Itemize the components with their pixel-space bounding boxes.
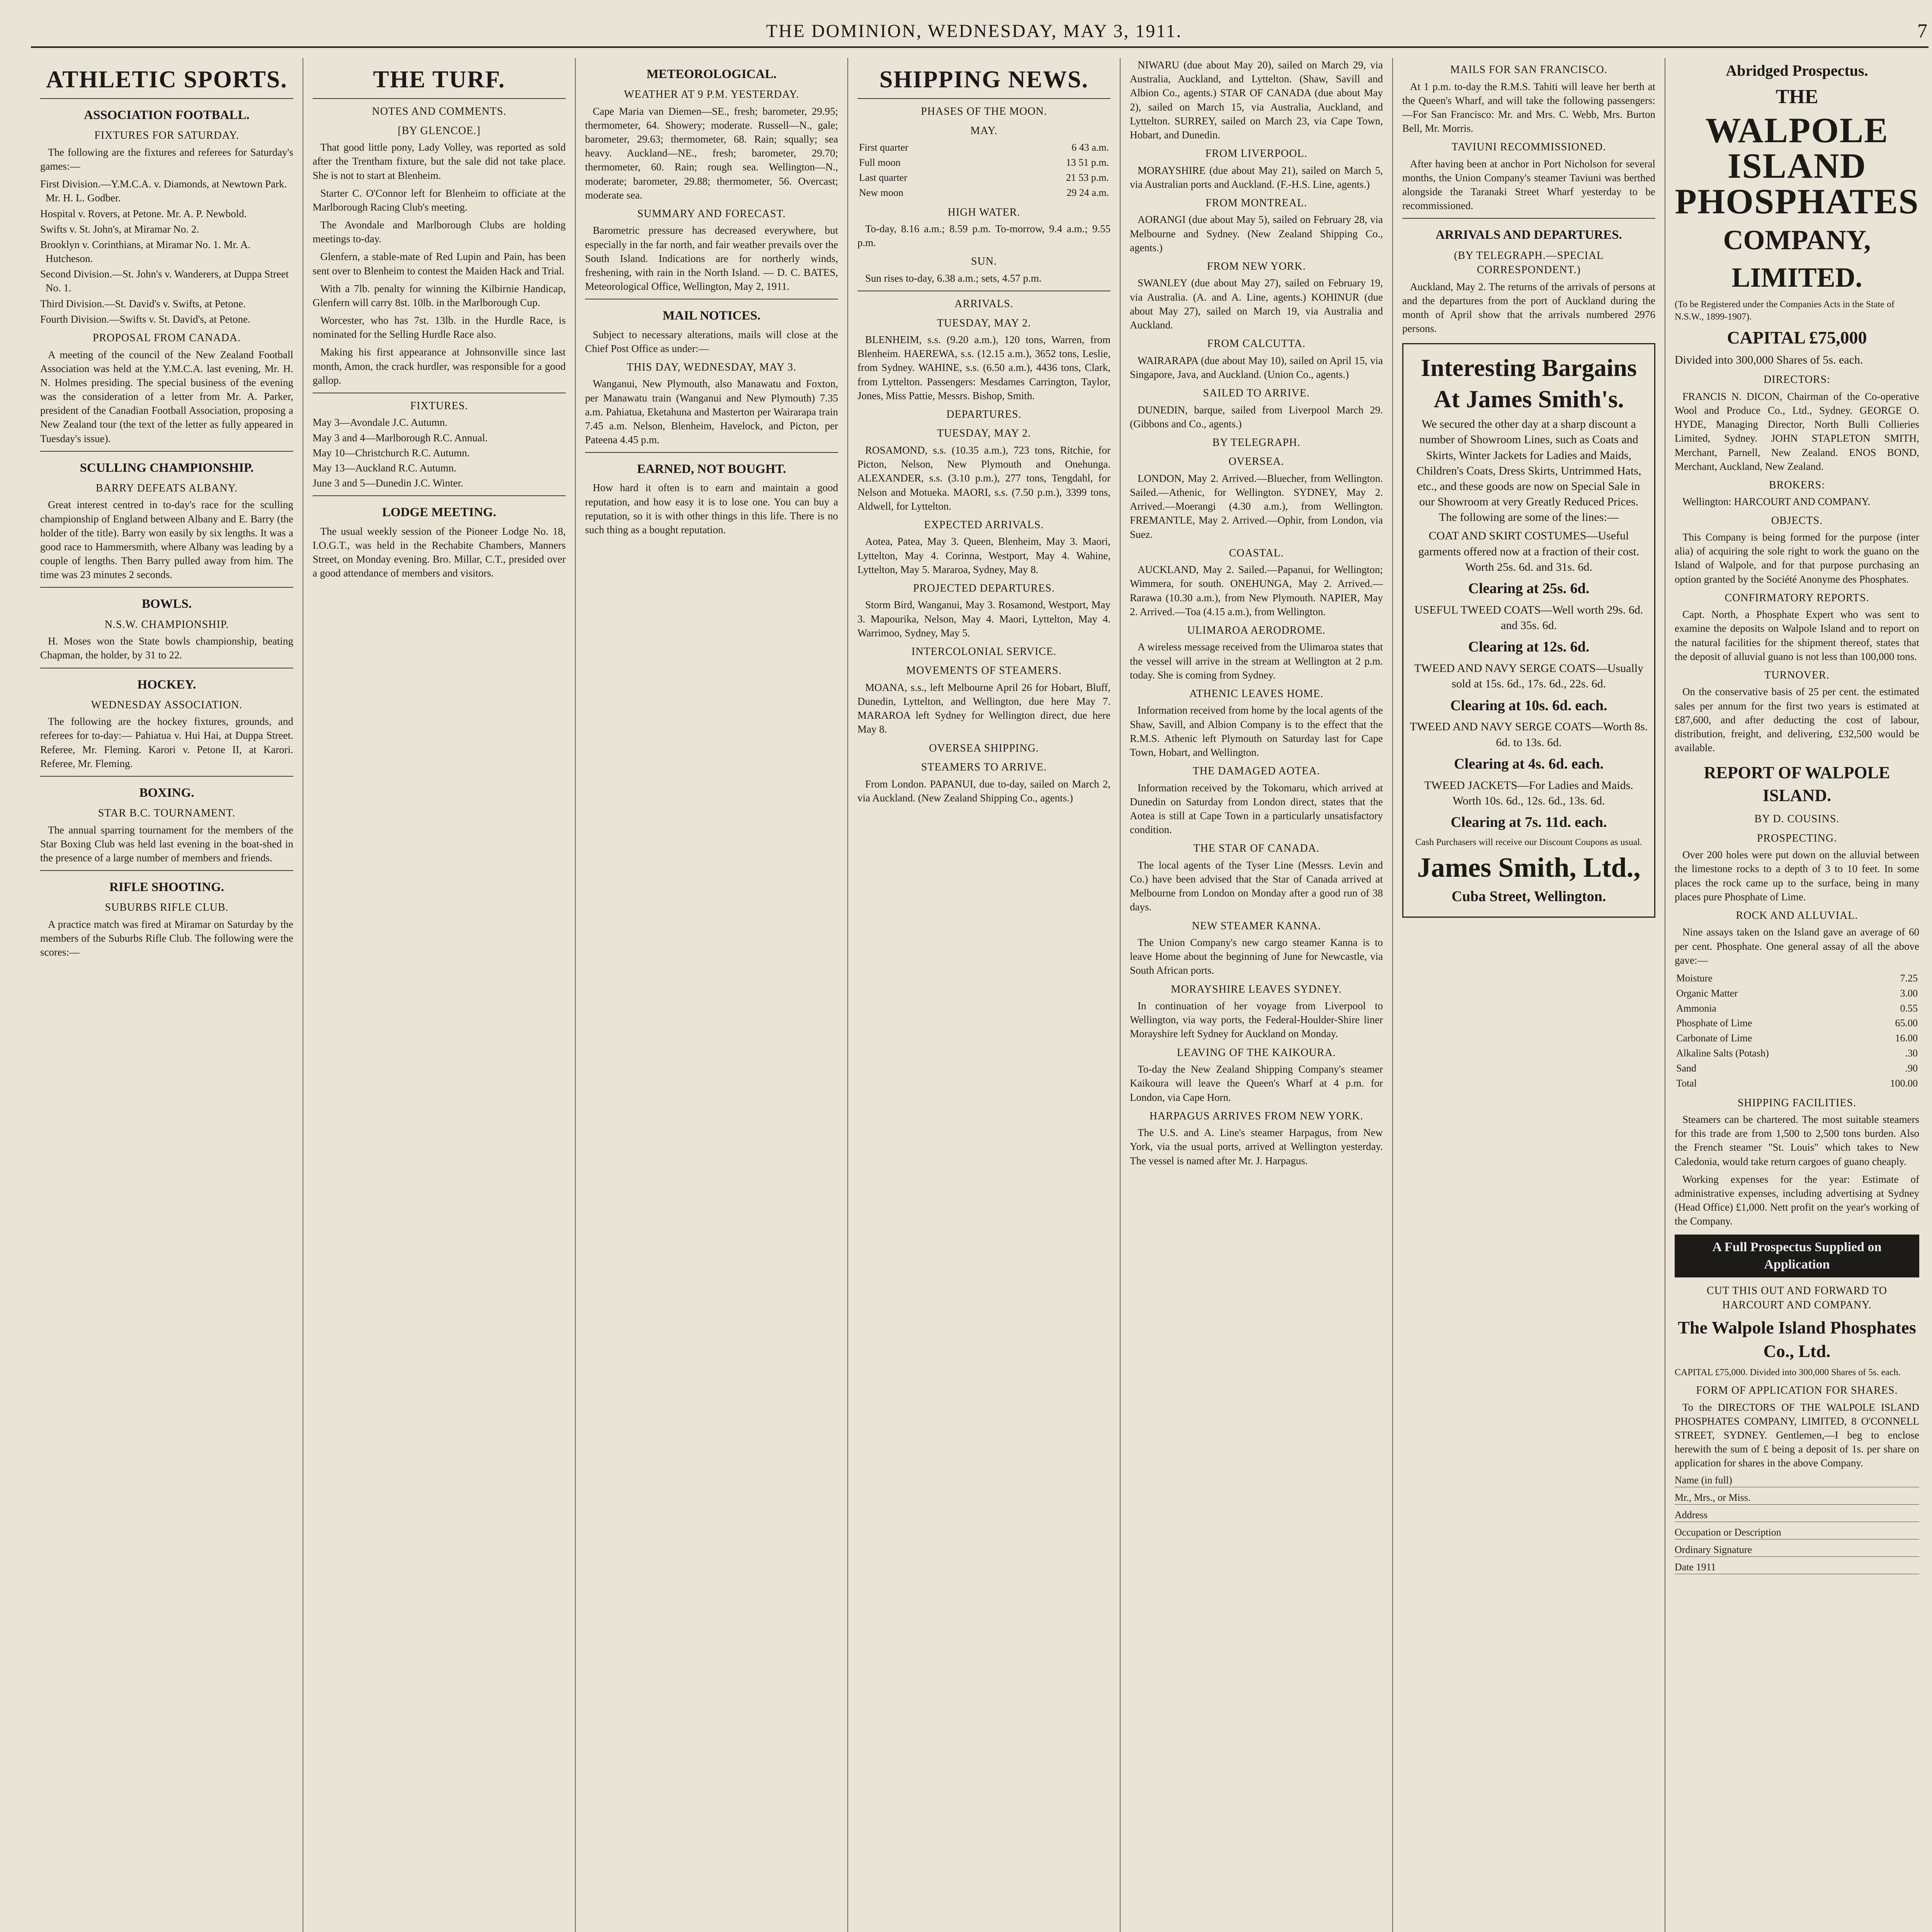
advert-address: Cuba Street, Wellington.	[1451, 888, 1606, 905]
advert-price: Clearing at 10s. 6d. each.	[1450, 697, 1607, 714]
fixtures-heading: FIXTURES FOR SATURDAY.	[94, 129, 239, 142]
turnover-heading: TURNOVER.	[1764, 669, 1830, 681]
report-heading: REPORT OF WALPOLE ISLAND.	[1704, 763, 1890, 805]
divider	[40, 776, 293, 777]
shipping-continued-text: NIWARU (due about May 20), sailed on March 29, via Australia, Auckland, and Lyttelton. (Shaw, Savill and Albion Co., agents.) STAR OF CANADA (due about May 2), sailed on March 15, via Australia, Auckland, and Lyttelton. SURREY, sailed on March 23, via Cape Town, Hobart, and Dunedin.	[1130, 59, 1383, 141]
table-row	[1675, 971, 1919, 986]
kaikoura-heading: LEAVING OF THE KAIKOURA.	[1177, 1046, 1336, 1059]
coastal-text: AUCKLAND, May 2. Sailed.—Papanui, for Wellington; Wimmera, for south. ONEHUNGA, May 2. Arrived.—Rarawa (10.30 a.m.), from New Plymouth. NAPIER, May 2. Arrived.—Toa (4.15 a.m.), from Wellington.	[1130, 564, 1383, 617]
liverpool-text: MORAYSHIRE (due about May 21), sailed on March 5, via Australian ports and Auckland. (F.-H.S. Line, agents.)	[1130, 164, 1383, 190]
mail-subheading: THIS DAY, WEDNESDAY, MAY 3.	[626, 361, 797, 373]
arrivals-date: TUESDAY, MAY 2.	[937, 317, 1031, 329]
table-row	[1675, 1016, 1919, 1031]
moon-value: 13 51 p.m.	[1066, 157, 1109, 168]
advert-price: Clearing at 25s. 6d.	[1468, 580, 1590, 597]
column-meteorological	[576, 58, 848, 1932]
moon-value: 21 53 p.m.	[1066, 172, 1109, 183]
summary-text: Barometric pressure has decreased everywhere, but especially in the far north, and fair weather prevails over the South Island. Indications are for northerly winds, freshening, with rain in the North Island. — D. C. BATES, Meteorological Office, Wellington, May 2, 1911.	[585, 224, 838, 293]
moon-label: Last quarter	[859, 172, 907, 183]
table-row	[1675, 1001, 1919, 1016]
fixtures-heading: FIXTURES.	[410, 400, 468, 412]
aerodrome-text: A wireless message received from the Ulimaroa states that the vessel will arrive in the stream at Wellington at 2 p.m. today. She is coming from Sydney.	[1130, 641, 1383, 681]
form-field-occupation[interactable]: Occupation or Description	[1675, 1526, 1919, 1539]
objects-text: This Company is being formed for the purpose (inter alia) of acquiring the sole right to work the guano on the Island of Walpole, and for that purpose purchasing an option granted by the Société Anonyme des Phosphates.	[1675, 531, 1919, 585]
form-field-signature[interactable]: Ordinary Signature	[1675, 1543, 1919, 1557]
advert-item: USEFUL TWEED COATS—Well worth 29s. 6d. and 35s. 6d.	[1414, 603, 1643, 632]
arrivals-heading: ARRIVALS.	[954, 298, 1014, 310]
capital-label: CAPITAL	[1727, 327, 1805, 347]
column-mails-and-advert	[1393, 58, 1665, 1932]
advert-price: Clearing at 12s. 6d.	[1468, 639, 1590, 655]
notes-paragraph: Making his first appearance at Johnsonville since last month, Amon, the crack hurdler, was responsible for a good gallop.	[313, 346, 566, 386]
sculling-text: Great interest centred in to-day's race for the sculling championship of England between Albany and E. Barry (the holder of the title). Barry won easily by six lengths. It was a good race to Hammersmith, where Albany was leading by a couple of lengths. Then Barry pulled away from him. The time was 23 minutes 2 seconds.	[40, 499, 293, 581]
weather-heading: WEATHER AT 9 P.M. YESTERDAY.	[624, 88, 799, 101]
moon-value: 29 24 a.m.	[1066, 187, 1109, 198]
brokers-heading: BROKERS:	[1769, 479, 1825, 491]
oversea-subheading: STEAMERS TO ARRIVE.	[921, 761, 1047, 774]
notes-paragraph: The Avondale and Marlborough Clubs are holding meetings to-day.	[313, 219, 566, 245]
fixture-line: Swifts v. St. John's, at Miramar No. 2.	[40, 223, 199, 235]
cut-out-instruction: CUT THIS OUT AND FORWARD TO HARCOURT AND COMPANY.	[1706, 1284, 1888, 1311]
capital-text: Divided into 300,000 Shares of 5s. each.	[1675, 354, 1863, 367]
frisco-heading: MAILS FOR SAN FRANCISCO.	[1450, 64, 1607, 76]
proposal-heading: PROPOSAL FROM CANADA.	[92, 332, 241, 344]
moon-table	[857, 140, 1111, 200]
fixture-line: Third Division.—St. David's v. Swifts, at Petone.	[40, 298, 246, 310]
application-form-heading: FORM OF APPLICATION FOR SHARES.	[1696, 1384, 1898, 1397]
column-athletic-sports	[31, 58, 303, 1932]
mail-body: Wanganui, New Plymouth, also Manawatu and Foxton, per Manawatu train (Wanganui and New Plymouth) 7.35 a.m. Pahiatua, Eketahuna and Masterton per Wairarapa train 7.45 a.m. Nelson, Blenheim, Havelock, and Picton, per Pateena 4.45 p.m.	[585, 378, 838, 446]
prospectus-heading: Abridged Prospectus.	[1726, 62, 1868, 79]
assay-label: Phosphate of Lime	[1676, 1017, 1752, 1029]
sailed-text: DUNEDIN, barque, sailed from Liverpool March 29. (Gibbons and Co., agents.)	[1130, 404, 1383, 430]
montreal-heading: FROM MONTREAL.	[1206, 197, 1307, 209]
morayshire-heading: MORAYSHIRE LEAVES SYDNEY.	[1171, 983, 1342, 995]
assay-value: 16.00	[1895, 1032, 1918, 1044]
table-row	[857, 185, 1111, 201]
star-of-canada-text: The local agents of the Tyser Line (Messrs. Levin and Co.) have been advised that the Star of Canada arrived at Melbourne from London on Monday after a good run of 38 days.	[1130, 859, 1383, 913]
bowls-subheading: N.S.W. CHAMPIONSHIP.	[104, 618, 229, 631]
company-limited: COMPANY, LIMITED.	[1723, 224, 1871, 293]
moon-heading: PHASES OF THE MOON.	[921, 105, 1047, 118]
section-heading-athletic: ATHLETIC SPORTS.	[46, 66, 287, 93]
turf-fixture: June 3 and 5—Dunedin J.C. Winter.	[313, 477, 463, 489]
taviuni-heading: TAVIUNI RECOMMISSIONED.	[1451, 141, 1606, 153]
table-row	[1675, 1031, 1919, 1046]
divider	[40, 587, 293, 588]
form-field-title[interactable]: Mr., Mrs., or Miss.	[1675, 1491, 1919, 1505]
hockey-heading: HOCKEY.	[137, 677, 196, 692]
bowls-heading: BOWLS.	[141, 597, 192, 611]
assay-label: Organic Matter	[1676, 987, 1738, 999]
advert-item: TWEED AND NAVY SERGE COATS—Worth 8s. 6d. to 13s. 6d.	[1410, 720, 1648, 749]
assay-label: Alkaline Salts (Potash)	[1676, 1048, 1769, 1059]
turf-fixture: May 13—Auckland R.C. Autumn.	[313, 462, 456, 474]
masthead	[31, 15, 1929, 48]
company-name: WALPOLE ISLAND PHOSPHATES	[1675, 111, 1919, 221]
departures-heading: DEPARTURES.	[946, 408, 1022, 420]
fixture-line: First Division.—Y.M.C.A. v. Diamonds, at Newtown Park. Mr. H. L. Godber.	[40, 178, 287, 204]
damaged-aotea-text: Information received by the Tokomaru, which arrived at Dunedin on Saturday from London direct, states that the Aotea is still at Cape Town in a particularly unsatisfactory condition.	[1130, 782, 1383, 836]
projected-text: Storm Bird, Wanganui, May 3. Rosamond, Westport, May 3. Mapourika, Nelson, May 4. Maori, Lyttelton, May 4. Warrimoo, Sydney, May 5.	[857, 599, 1111, 639]
james-smith-advert	[1402, 343, 1655, 918]
weather-text: Cape Maria van Diemen—SE., fresh; barometer, 29.95; thermometer, 64. Showery; moderate. Russell—N., gale; barometer, 29.63; thermometer, 68. Rain; squally; sea heavy. Auckland—NE., fresh; barometer, 29.70; thermometer, 60. Rain; rough sea. Wellington—N., moderate; barometer, 29.88; thermometer, 56. Overcast; moderate sea.	[585, 105, 838, 201]
fixture-line: Hospital v. Rovers, at Petone. Mr. A. P. Newbold.	[40, 207, 247, 219]
advert-item: TWEED AND NAVY SERGE COATS—Usually sold at 15s. 6d., 17s. 6d., 22s. 6d.	[1414, 662, 1644, 690]
harpagus-text: The U.S. and A. Line's steamer Harpagus, from New York, via the usual ports, arrived at Wellington yesterday. The vessel is named after Mr. J. Harpagus.	[1130, 1127, 1383, 1167]
shipping-facilities-text: Steamers can be chartered. The most suitable steamers for this trade are from 1,500 to 2,500 tons burden. Also the French steamer "St. Louis" which takes to New Caledonia, would take return cargoes of guano cheaply.	[1675, 1114, 1919, 1167]
shipping-facilities-heading: SHIPPING FACILITIES.	[1737, 1097, 1857, 1109]
taviuni-text: After having been at anchor in Port Nicholson for several months, the Union Company's steamer Taviuni was berthed alongside the Taranaki Street Wharf yesterday to be recommissioned.	[1402, 158, 1655, 212]
sun-heading: SUN.	[971, 255, 997, 268]
form-capital: CAPITAL £75,000. Divided into 300,000 Shares of 5s. each.	[1675, 1367, 1901, 1378]
rock-text: Nine assays taken on the Island gave an average of 60 per cent. Phosphate. One general assay of all the above gave:—	[1675, 926, 1919, 966]
advert-headline: Interesting Bargains	[1421, 354, 1637, 382]
lodge-heading: LODGE MEETING.	[382, 505, 497, 520]
divider	[40, 451, 293, 452]
assay-value: .90	[1905, 1062, 1918, 1074]
column-prospectus	[1665, 58, 1929, 1932]
assay-label: Moisture	[1676, 973, 1713, 984]
intercolonial-heading: INTERCOLONIAL SERVICE.	[912, 645, 1056, 658]
form-field-address[interactable]: Address	[1675, 1509, 1919, 1522]
hockey-text: The following are the hockey fixtures, grounds, and referees for to-day:— Pahiatua v. Hui Hai, at Duppa Street. Referee, Mr. Fleming. Karori v. Petone II, at Karori. Referee, Mr. Fleming.	[40, 716, 293, 769]
sculling-subheading: BARRY DEFEATS ALBANY.	[95, 482, 238, 494]
moon-label: First quarter	[859, 142, 908, 153]
advert-item: TWEED JACKETS—For Ladies and Maids. Worth 10s. 6d., 12s. 6d., 13s. 6d.	[1424, 779, 1633, 807]
table-row	[1675, 1061, 1919, 1076]
sun-text: Sun rises to-day, 6.38 a.m.; sets, 4.57 p.m.	[865, 272, 1042, 284]
table-row	[1675, 1076, 1919, 1091]
projected-heading: PROJECTED DEPARTURES.	[913, 582, 1055, 594]
advert-headline-2: At James Smith's.	[1434, 385, 1624, 413]
assay-value: 100.00	[1890, 1077, 1918, 1089]
assay-value: 65.00	[1895, 1017, 1918, 1029]
rifle-text: A practice match was fired at Miramar on Saturday by the members of the Suburbs Rifle Club. The following were the scores:—	[40, 918, 293, 958]
application-form-text: To the DIRECTORS OF THE WALPOLE ISLAND PHOSPHATES COMPANY, LIMITED, 8 O'CONNELL STREET, SYDNEY. Gentlemen,—I beg to enclose herewith the sum of £ being a deposit of 1s. per share on application for shares in the above Company.	[1675, 1401, 1919, 1469]
turf-fixture: May 3 and 4—Marlborough R.C. Annual.	[313, 432, 488, 444]
assay-label: Sand	[1676, 1062, 1696, 1074]
registration-note: (To be Registered under the Companies Acts in the State of N.S.W., 1899-1907).	[1675, 299, 1895, 322]
confirmatory-heading: CONFIRMATORY REPORTS.	[1725, 592, 1869, 604]
arrivals-departures-text: Auckland, May 2. The returns of the arrivals of persons at and the departures from the port of Auckland during the month of April show that the arrivals numbered 2976 persons.	[1402, 281, 1655, 335]
turf-fixture: May 3—Avondale J.C. Autumn.	[313, 417, 447, 429]
assay-table	[1675, 971, 1919, 1091]
rifle-heading: RIFLE SHOOTING.	[109, 880, 224, 895]
report-byline: BY D. COUSINS.	[1754, 813, 1840, 825]
liverpool-heading: FROM LIVERPOOL.	[1205, 148, 1308, 160]
brokers-text: Wellington: HARCOURT AND COMPANY.	[1682, 496, 1871, 508]
advert-price: Clearing at 7s. 11d. each.	[1451, 814, 1607, 831]
assay-value: 0.55	[1900, 1002, 1918, 1014]
notes-byline: [BY GLENCOE.]	[398, 124, 481, 137]
arrivals-text: BLENHEIM, s.s. (9.20 a.m.), 120 tons, Warren, from Blenheim. HAEREWA, s.s. (12.15 a.m.), 3652 tons, Leslie, from Sydney. WAHINE, s.s. (6.50 a.m.), 4436 tons, Clark, from Lyttelton. Passengers: Mesdames Carrington, Taylor, Jones, Miss Pattie, Messrs. Bishop, Smith.	[857, 334, 1111, 401]
fixtures-intro: The following are the fixtures and referees for Saturday's games:—	[40, 146, 293, 172]
notes-paragraph: With a 7lb. penalty for winning the Kilbirnie Handicap, Glenfern will carry 8st. 10lb. in the Marlborough Cup.	[313, 282, 566, 308]
turnover-text: On the conservative basis of 25 per cent. the estimated sales per annum for the first two years is estimated at £87,600, and after deducting the cost of labour, distribution, freight, and delivering, £32,500 would be available.	[1675, 686, 1919, 754]
calcutta-text: WAIRARAPA (due about May 10), sailed on April 15, via Singapore, Java, and Auckland. (Union Co., agents.)	[1130, 354, 1383, 380]
divider	[313, 98, 566, 99]
notes-paragraph: Glenfern, a stable-mate of Red Lupin and Pain, has been sent over to Blenheim to contest the Maiden Hack and Trial.	[313, 251, 566, 277]
hockey-subheading: WEDNESDAY ASSOCIATION.	[91, 699, 243, 711]
athenic-heading: ATHENIC LEAVES HOME.	[1189, 687, 1323, 700]
coastal-heading: COASTAL.	[1229, 547, 1284, 559]
assay-value: 7.25	[1900, 973, 1918, 984]
expected-heading: EXPECTED ARRIVALS.	[924, 519, 1044, 531]
kaikoura-text: To-day the New Zealand Shipping Company's steamer Kaikoura will leave the Queen's Wharf at 4 p.m. for London, via Cape Horn.	[1130, 1063, 1383, 1103]
capital-value: £75,000	[1809, 327, 1867, 347]
moon-value: 6 43 a.m.	[1071, 142, 1109, 153]
earned-text: How hard it often is to earn and maintain a good reputation, and how easy it is to lose one. You can buy a reputation, so it is with other things in this life. There is no such thing as a bought reputation.	[585, 482, 838, 536]
column-turf	[303, 58, 576, 1932]
form-field-date[interactable]: Date 1911	[1675, 1561, 1919, 1574]
assay-label: Carbonate of Lime	[1676, 1032, 1752, 1044]
kanna-heading: NEW STEAMER KANNA.	[1192, 920, 1321, 932]
objects-heading: OBJECTS.	[1771, 514, 1823, 527]
oversea-heading: OVERSEA SHIPPING.	[929, 742, 1039, 754]
column-shipping	[848, 58, 1121, 1932]
lodge-text: The usual weekly session of the Pioneer Lodge No. 18, I.O.G.T., was held in the Rechabite Chambers, Manners Street, on Monday evening. Bro. Millar, C.T., presided over a good attendance of members and visitors.	[313, 525, 566, 579]
sailed-heading: SAILED TO ARRIVE.	[1203, 387, 1310, 399]
table-row	[857, 155, 1111, 170]
telegraph-subheading: OVERSEA.	[1228, 456, 1284, 468]
calcutta-heading: FROM CALCUTTA.	[1207, 338, 1306, 350]
confirmatory-text: Capt. North, a Phosphate Expert who was sent to examine the deposits on Walpole Island and to report on the natural facilities for the shipment thereof, states that the deposit of alluvial guano is not less than 100,000 tons.	[1675, 609, 1919, 662]
oversea-text: From London. PAPANUI, due to-day, sailed on March 2, via Auckland. (New Zealand Shipping Co., agents.)	[857, 778, 1111, 804]
directors-heading: DIRECTORS:	[1764, 374, 1830, 386]
morayshire-text: In continuation of her voyage from Liverpool to Wellington, via way ports, the Federal-Houlder-Shire liner Morayshire left Sydney for Auckland on Monday.	[1130, 1000, 1383, 1040]
telegraph-heading: BY TELEGRAPH.	[1212, 436, 1301, 449]
divider	[857, 98, 1111, 99]
high-water-text: To-day, 8.16 a.m.; 8.59 p.m. To-morrow, 9.4 a.m.; 9.55 p.m.	[857, 223, 1111, 249]
prospectus-the: THE	[1776, 85, 1818, 108]
high-water-heading: HIGH WATER.	[947, 206, 1020, 218]
new-york-heading: FROM NEW YORK.	[1207, 260, 1306, 272]
new-york-text: SWANLEY (due about May 27), sailed on February 19, via Australia. (A. and A. Line, agents.) KOHINUR (due about May 27), sailed on March 19, via Australia and Auckland.	[1130, 277, 1383, 331]
fixture-line: Brooklyn v. Corinthians, at Miramar No. 1. Mr. A. Hutcheson.	[40, 238, 251, 265]
earned-heading: EARNED, NOT BOUGHT.	[637, 462, 786, 476]
athenic-text: Information received from home by the local agents of the Shaw, Savill, and Albion Company is to the effect that the R.M.S. Athenic left Plymouth on Saturday last for Cape Town, Hobart, and Wellington.	[1130, 704, 1383, 758]
expected-text: Aotea, Patea, May 3. Queen, Blenheim, May 3. Maori, Lyttelton, May 4. Corinna, Westport, May 4. Wahine, Lyttelton, May 5. Mararoa, Sydney, May 8.	[857, 536, 1111, 575]
bowls-text: H. Moses won the State bowls championship, beating Chapman, the holder, by 31 to 22.	[40, 635, 293, 661]
frisco-text: At 1 p.m. to-day the R.M.S. Tahiti will leave her berth at the Queen's Wharf, and will take the following passengers:—For San Francisco: Mr. and Mrs. C. Webb, Mrs. Burton Bell, Mr. Morris.	[1402, 80, 1655, 134]
boxing-subheading: STAR B.C. TOURNAMENT.	[98, 807, 236, 820]
section-heading-shipping: SHIPPING NEWS.	[879, 66, 1089, 93]
form-company-name: The Walpole Island Phosphates Co., Ltd.	[1678, 1317, 1916, 1361]
notes-paragraph: Worcester, who has 7st. 13lb. in the Hurdle Race, is nominated for the Selling Hurdle Race also.	[313, 315, 566, 340]
proposal-text: A meeting of the council of the New Zealand Football Association was held at the Y.M.C.A. last evening, Mr. H. N. Holmes presiding. The special business of the evening was the consideration of a letter from Mr. A. Parker, president of the Canadian Football Association, proposing a New Zealand tour (the text of the letter as fully appeared in Tuesday's issue).	[40, 349, 293, 444]
advert-price: Clearing at 4s. 6d. each.	[1454, 755, 1604, 772]
moon-label: New moon	[859, 187, 903, 198]
mail-intro: Subject to necessary alterations, mails will close at the Chief Post Office as under:—	[585, 328, 838, 354]
intercolonial-subheading: MOVEMENTS OF STEAMERS.	[906, 665, 1062, 677]
sculling-heading: SCULLING CHAMPIONSHIP.	[80, 461, 254, 475]
notes-paragraph: That good little pony, Lady Volley, was reported as sold after the Trentham fixture, but the sale did not take place. She is not to start at Blenheim.	[313, 141, 566, 181]
divider	[40, 98, 293, 99]
notes-heading: NOTES AND COMMENTS.	[372, 105, 507, 118]
divider	[1402, 218, 1655, 219]
prospectus-banner: A Full Prospectus Supplied on Application	[1675, 1235, 1919, 1277]
divider	[40, 870, 293, 871]
assay-label: Ammonia	[1676, 1002, 1716, 1014]
departures-text: ROSAMOND, s.s. (10.35 a.m.), 723 tons, Ritchie, for Picton, Nelson, New Plymouth and Onehunga. ALEXANDER, s.s. (3.10 p.m.), 277 tons, Tengdahl, for Nelson and Motueka. MAORI, s.s. (7.50 p.m.), 3399 tons, Aldwell, for Lyttelton.	[857, 444, 1111, 512]
intercolonial-text: MOANA, s.s., left Melbourne April 26 for Hobart, Bluff, Dunedin, Lyttelton, and Wellington, due here May 7. MARAROA left Sydney for Wellington direct, due here May 8.	[857, 681, 1111, 735]
table-row	[1675, 986, 1919, 1001]
harpagus-heading: HARPAGUS ARRIVES FROM NEW YORK.	[1149, 1110, 1364, 1122]
table-row	[1675, 1046, 1919, 1061]
notes-paragraph: Starter C. O'Connor left for Blenheim to officiate at the Marlborough Racing Club's meeting.	[313, 187, 566, 213]
mail-heading: MAIL NOTICES.	[662, 309, 761, 323]
arrivals-departures-credit: (BY TELEGRAPH.—SPECIAL CORRESPONDENT.)	[1454, 249, 1604, 276]
directors-text: FRANCIS N. DICON, Chairman of the Co-operative Wool and Produce Co., Ltd., Sydney. GEORGE O. HYDE, Managing Director, North Bulli Collieries Limited, Sydney. JOHN STAPLETON SMITH, Merchant, Parnell, New Zealand. ENOS BOND, Merchant, Auckland, New Zealand.	[1675, 390, 1919, 472]
advert-note: Cash Purchasers will receive our Discount Coupons as usual.	[1415, 837, 1643, 848]
turf-fixture: May 10—Christchurch R.C. Autumn.	[313, 447, 470, 459]
divider	[313, 495, 566, 496]
kanna-text: The Union Company's new cargo steamer Kanna is to leave Home about the beginning of June for Newcastle, via South African ports.	[1130, 937, 1383, 976]
working-expenses-text: Working expenses for the year: Estimate of administrative expenses, including advertising at Sydney (Head Office) £1,000. Nett profit on the year's working of the Company.	[1675, 1173, 1919, 1227]
boxing-heading: BOXING.	[139, 786, 194, 800]
meteo-heading: METEOROLOGICAL.	[646, 67, 777, 81]
assay-value: 3.00	[1900, 987, 1918, 999]
boxing-text: The annual sparring tournament for the members of the Star Boxing Club was held last evening in the boat-shed in the presence of a large number of members and friends.	[40, 824, 293, 864]
fixtures-list	[40, 177, 293, 326]
assay-value: .30	[1905, 1048, 1918, 1059]
assoc-football-heading: ASSOCIATION FOOTBALL.	[84, 108, 250, 122]
rock-heading: ROCK AND ALLUVIAL.	[1736, 909, 1858, 922]
advert-item: COAT AND SKIRT COSTUMES—Useful garments offered now at a fraction of their cost. Worth 25s. 6d. and 31s. 6d.	[1418, 529, 1639, 573]
prospecting-heading: PROSPECTING.	[1757, 832, 1837, 844]
table-row	[857, 140, 1111, 155]
masthead-title: THE DOMINION, WEDNESDAY, MAY 3, 1911.	[766, 20, 1182, 41]
rifle-subheading: SUBURBS RIFLE CLUB.	[105, 901, 229, 914]
telegraph-text: LONDON, May 2. Arrived.—Bluecher, from Wellington. Sailed.—Athenic, for Wellington. SYDNEY, May 2. Arrived.—Moerangi (4.30 a.m.), from Wellington. FREMANTLE, May 2. Arrived.—Ophir, from London, via Suez.	[1130, 472, 1383, 540]
fixture-line: Fourth Division.—Swifts v. St. David's, at Petone.	[40, 313, 250, 325]
column-shipping-continued	[1121, 58, 1393, 1932]
assay-label: Total	[1676, 1077, 1697, 1089]
moon-label: Full moon	[859, 157, 901, 168]
moon-month: MAY.	[970, 124, 998, 137]
section-heading-turf: THE TURF.	[373, 66, 505, 93]
arrivals-departures-heading: ARRIVALS AND DEPARTURES.	[1435, 228, 1622, 242]
departures-date: TUESDAY, MAY 2.	[937, 427, 1031, 440]
table-row	[857, 170, 1111, 185]
star-of-canada-heading: THE STAR OF CANADA.	[1193, 842, 1320, 855]
form-field-name[interactable]: Name (in full)	[1675, 1474, 1919, 1487]
advert-intro: We secured the other day at a sharp discount a number of Showroom Lines, such as Coats and Skirts, Winter Jackets for Ladies and Maids, Children's Coats, Dress Skirts, Untrimmed Hats, etc., and these goods are now on Special Sale in our Showroom at very Greatly Reduced Prices. The following are some of the lines:—	[1416, 418, 1641, 524]
page-number: 7	[1917, 20, 1929, 42]
damaged-aotea-heading: THE DAMAGED AOTEA.	[1192, 765, 1320, 777]
advert-shop-name: James Smith, Ltd.,	[1417, 852, 1641, 883]
prospecting-text: Over 200 holes were put down on the alluvial between the limestone rocks to a depth of 3 to 10 feet. In some places the rock came up to the surface, being in many places pure Phosphate of Lime.	[1675, 849, 1919, 903]
fixture-line: Second Division.—St. John's v. Wanderers, at Duppa Street No. 1.	[40, 268, 289, 294]
aerodrome-heading: ULIMAROA AERODROME.	[1187, 624, 1326, 636]
summary-heading: SUMMARY AND FORECAST.	[637, 207, 786, 220]
capital-line	[1675, 326, 1919, 350]
montreal-text: AORANGI (due about May 5), sailed on February 28, via Melbourne and Sydney. (New Zealand Shipping Co., agents.)	[1130, 214, 1383, 253]
divider	[585, 452, 838, 453]
